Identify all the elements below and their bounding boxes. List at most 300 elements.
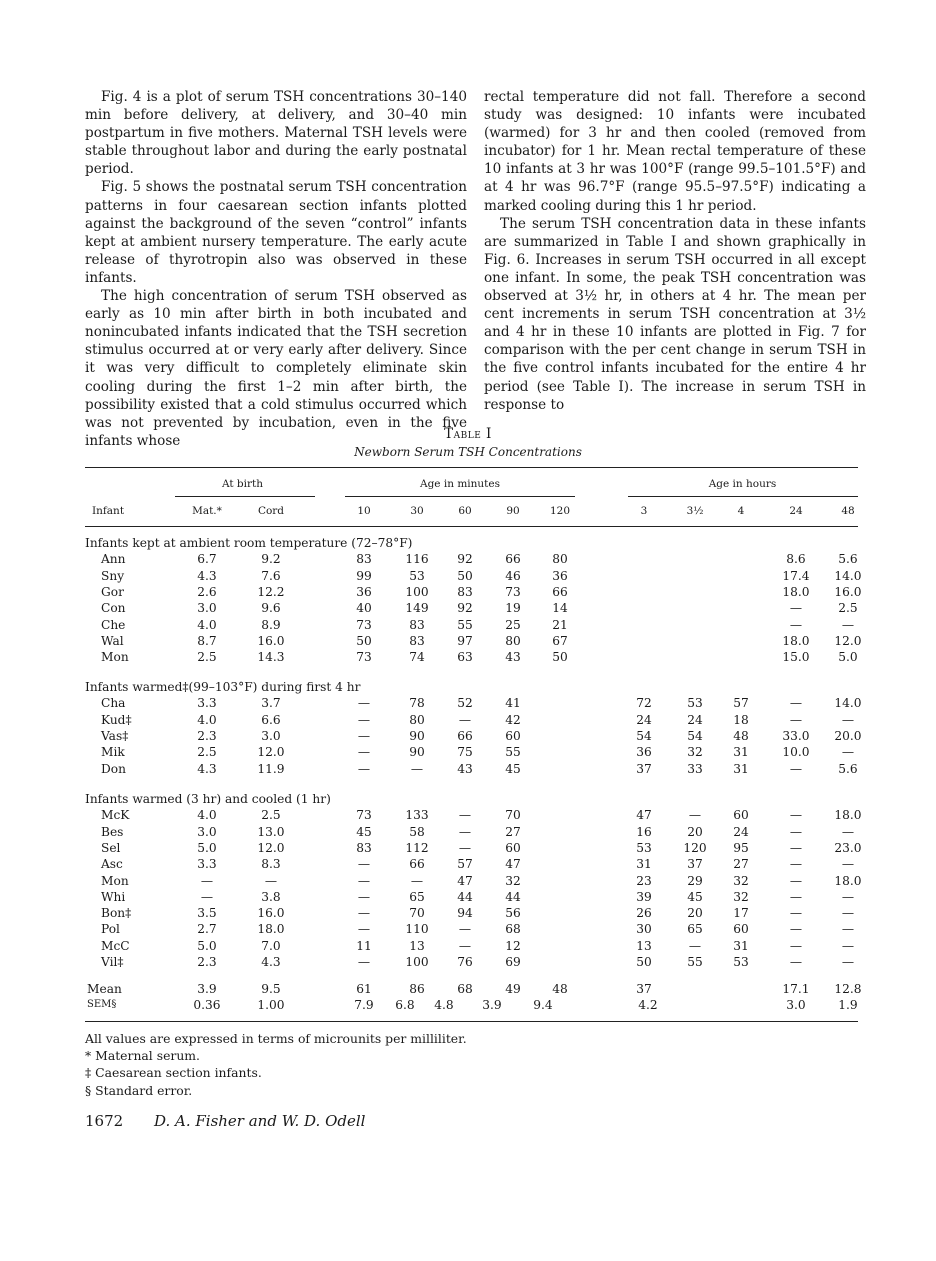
row-infant-name: Ann bbox=[101, 552, 126, 567]
table-cell: 60 bbox=[733, 922, 749, 937]
table-cell: — bbox=[357, 745, 371, 760]
summary-label: Mean bbox=[87, 982, 122, 996]
table-cell: — bbox=[841, 617, 855, 632]
table-cell: — bbox=[357, 873, 371, 888]
table-cell: 70 bbox=[409, 906, 425, 921]
table-cell: 4.3 bbox=[197, 761, 217, 776]
column-header: Infant bbox=[92, 505, 125, 517]
table-cell: 45 bbox=[356, 824, 372, 839]
table-cell: 116 bbox=[405, 552, 429, 567]
table-cell: — bbox=[841, 906, 855, 921]
table-cell: 17 bbox=[733, 906, 749, 921]
table-cell: 8.6 bbox=[786, 552, 806, 567]
table-cell: 5.0 bbox=[197, 840, 217, 855]
summary-cell: 12.8 bbox=[834, 982, 862, 996]
summary-cell: 3.9 bbox=[482, 998, 502, 1012]
table-cell: 5.0 bbox=[838, 650, 858, 665]
table-cell: — bbox=[789, 761, 803, 776]
table-cell: — bbox=[841, 938, 855, 953]
group-label: Infants warmed‡(99–103°F) during first 4 hr bbox=[85, 680, 361, 694]
column-header: 3½ bbox=[686, 505, 704, 517]
table-cell: 18.0 bbox=[257, 922, 285, 937]
table-cell: 27 bbox=[733, 857, 749, 872]
table-cell: 12.0 bbox=[257, 840, 285, 855]
table-cell: 18.0 bbox=[782, 633, 810, 648]
table-cell: 120 bbox=[683, 840, 707, 855]
table-cell: 29 bbox=[687, 873, 703, 888]
table-cell: 3.0 bbox=[197, 824, 217, 839]
table-cell: 39 bbox=[636, 889, 652, 904]
row-infant-name: Bes bbox=[101, 824, 124, 839]
summary-cell: 68 bbox=[457, 982, 473, 996]
column-header: 10 bbox=[357, 505, 371, 517]
table-cell: — bbox=[357, 712, 371, 727]
row-infant-name: Mon bbox=[101, 650, 129, 665]
row-infant-name: Mik bbox=[101, 745, 125, 760]
table-cell: 27 bbox=[505, 824, 521, 839]
summary-cell: 49 bbox=[505, 982, 521, 996]
table-cell: — bbox=[789, 617, 803, 632]
table-cell: — bbox=[357, 955, 371, 969]
table-cell: 7.6 bbox=[261, 568, 281, 583]
table-cell: 12.0 bbox=[834, 633, 862, 648]
table-cell: 55 bbox=[687, 955, 703, 969]
table-cell: 20 bbox=[687, 906, 703, 921]
table-cell: 36 bbox=[356, 584, 372, 599]
table-cell: 8.9 bbox=[261, 617, 281, 632]
table-cell: 31 bbox=[636, 857, 652, 872]
table-cell: 50 bbox=[552, 650, 568, 665]
table-cell: 2.5 bbox=[838, 601, 858, 616]
table-cell: 23.0 bbox=[834, 840, 862, 855]
table-cell: — bbox=[789, 889, 803, 904]
table-cell: 5.6 bbox=[838, 552, 858, 567]
table-cell: 33 bbox=[687, 761, 703, 776]
paragraph: The high concentration of serum TSH observed as early as 10 min after birth in both incubated and nonincubated infants indicated that the TSH secretion stimulus occurred at or very early after delivery. Since it was very difficult to completely eliminate skin cooling during the first 1–2 min after birth, the possibility existed that a cold stimulus occurred which was not prevented by incubation, even in the five infants whose bbox=[85, 288, 467, 449]
row-infant-name: Don bbox=[101, 761, 126, 776]
table-cell: 12 bbox=[505, 938, 521, 953]
table-cell: 9.2 bbox=[261, 552, 281, 567]
table-cell: 100 bbox=[405, 584, 429, 599]
table-cell: 31 bbox=[733, 938, 749, 953]
table-cell: 16.0 bbox=[257, 633, 285, 648]
footnote: All values are expressed in terms of microunits per milliliter. bbox=[85, 1031, 467, 1046]
table-cell: — bbox=[789, 840, 803, 855]
table-cell: — bbox=[410, 761, 424, 776]
table-cell: 83 bbox=[409, 633, 425, 648]
summary-cell: 3.9 bbox=[197, 982, 217, 996]
table-cell: 52 bbox=[457, 696, 473, 711]
table-cell: 13.0 bbox=[257, 824, 285, 839]
group-rule bbox=[628, 496, 858, 497]
column-header: 90 bbox=[506, 505, 520, 517]
table-cell: 83 bbox=[409, 617, 425, 632]
summary-cell: 6.8 bbox=[395, 998, 415, 1012]
table-cell: 31 bbox=[733, 761, 749, 776]
table-cell: 25 bbox=[505, 617, 521, 632]
summary-cell: 61 bbox=[356, 982, 372, 996]
table-cell: 3.3 bbox=[197, 696, 217, 711]
table-cell: 24 bbox=[733, 824, 749, 839]
table-cell: 4.0 bbox=[197, 617, 217, 632]
table-cell: 73 bbox=[356, 617, 372, 632]
table-cell: 83 bbox=[356, 552, 372, 567]
table-cell: 53 bbox=[409, 568, 425, 583]
table-cell: — bbox=[357, 696, 371, 711]
table-cell: 76 bbox=[457, 955, 473, 969]
row-infant-name: Vil‡ bbox=[101, 955, 124, 969]
table-cell: 90 bbox=[409, 745, 425, 760]
table-cell: 26 bbox=[636, 906, 652, 921]
table-cell: 66 bbox=[505, 552, 521, 567]
table-cell: 37 bbox=[687, 857, 703, 872]
summary-cell: 1.9 bbox=[838, 998, 858, 1012]
table-cell: — bbox=[789, 712, 803, 727]
row-infant-name: Gor bbox=[101, 584, 124, 599]
paragraph: rectal temperature did not fall. Therefore a second study was designed: 10 infants were incubated (warmed) for 3 hr and then cooled (removed from incubator) for 1 hr. Mean rectal temperature of these 10 infants at 3 hr was 100°F (range 99.5–101.5°F) and at 4 hr was 96.7°F (range 95.5–97.5°F) indicating a marked cooling during this 1 hr period. bbox=[484, 89, 866, 214]
table-cell: — bbox=[789, 696, 803, 711]
table-cell: 95 bbox=[733, 840, 749, 855]
summary-cell: 9.4 bbox=[533, 998, 553, 1012]
table-cell: 67 bbox=[552, 633, 568, 648]
author-line: D. A. Fisher and W. D. Odell bbox=[153, 1112, 366, 1130]
footnote: ‡ Caesarean section infants. bbox=[85, 1065, 262, 1081]
table-cell: 83 bbox=[457, 584, 473, 599]
table-cell: 32 bbox=[505, 873, 521, 888]
table-cell: 12.2 bbox=[257, 584, 285, 599]
table-cell: 57 bbox=[457, 857, 473, 872]
table-cell: 66 bbox=[552, 584, 568, 599]
table-cell: 36 bbox=[552, 568, 568, 583]
table-cell: 20.0 bbox=[834, 728, 862, 743]
table-cell: 5.0 bbox=[197, 938, 217, 953]
table-cell: 7.0 bbox=[261, 938, 281, 953]
table-cell: — bbox=[357, 906, 371, 921]
summary-cell: 4.2 bbox=[638, 998, 658, 1012]
table-cell: 13 bbox=[636, 938, 652, 953]
summary-cell: 0.36 bbox=[193, 998, 221, 1012]
table-cell: 92 bbox=[457, 552, 473, 567]
table-cell: 41 bbox=[505, 696, 521, 711]
row-infant-name: Kud‡ bbox=[101, 712, 132, 727]
table-cell: 8.7 bbox=[197, 633, 217, 648]
column-header: Cord bbox=[257, 505, 285, 517]
group-header: At birth bbox=[221, 478, 264, 490]
group-label: Infants kept at ambient room temperature (72–78°F) bbox=[85, 536, 413, 550]
table-cell: 2.3 bbox=[197, 955, 217, 969]
column-header: Mat.* bbox=[192, 505, 222, 517]
table-cell: 44 bbox=[457, 889, 473, 904]
table-cell: 55 bbox=[505, 745, 521, 760]
table-cell: — bbox=[357, 728, 371, 743]
table-cell: 45 bbox=[687, 889, 703, 904]
table-cell: 55 bbox=[457, 617, 473, 632]
table-cell: 20 bbox=[687, 824, 703, 839]
table-cell: 56 bbox=[505, 906, 521, 921]
table-cell: 30 bbox=[636, 922, 652, 937]
table-cell: 2.3 bbox=[197, 728, 217, 743]
table-cell: 97 bbox=[457, 633, 473, 648]
table-cell: 54 bbox=[687, 728, 703, 743]
table-cell: 60 bbox=[505, 728, 521, 743]
table-cell: 50 bbox=[356, 633, 372, 648]
table-cell: 53 bbox=[687, 696, 703, 711]
group-header: Age in minutes bbox=[420, 478, 500, 490]
table-cell: 69 bbox=[505, 955, 521, 969]
summary-cell: 17.1 bbox=[782, 982, 810, 996]
table-cell: 4.3 bbox=[261, 955, 281, 969]
table-cell: — bbox=[458, 712, 472, 727]
table-cell: 47 bbox=[457, 873, 473, 888]
table-cell: 66 bbox=[457, 728, 473, 743]
table-cell: 32 bbox=[733, 873, 749, 888]
table-cell: — bbox=[458, 808, 472, 823]
table-cell: — bbox=[841, 745, 855, 760]
row-infant-name: Vas‡ bbox=[101, 728, 129, 743]
table-cell: 53 bbox=[636, 840, 652, 855]
table-cell: 37 bbox=[636, 761, 652, 776]
table-cell: 3.0 bbox=[197, 601, 217, 616]
table-cell: 11 bbox=[356, 938, 372, 953]
table-cell: 78 bbox=[409, 696, 425, 711]
table-cell: 72 bbox=[636, 696, 652, 711]
table-cell: — bbox=[789, 938, 803, 953]
summary-cell: 1.00 bbox=[257, 998, 285, 1012]
table-cell: 45 bbox=[505, 761, 521, 776]
row-infant-name: McC bbox=[101, 938, 130, 953]
table-cell: 23 bbox=[636, 873, 652, 888]
header-rule bbox=[85, 526, 858, 527]
table-cell: 40 bbox=[356, 601, 372, 616]
table-cell: 18.0 bbox=[834, 873, 862, 888]
table-cell: — bbox=[789, 857, 803, 872]
table-footnotes bbox=[85, 1030, 467, 1099]
table-cell: — bbox=[841, 955, 855, 969]
table-cell: 57 bbox=[733, 696, 749, 711]
summary-cell: 9.5 bbox=[261, 982, 281, 996]
table-cell: 4.0 bbox=[197, 712, 217, 727]
group-rule bbox=[345, 496, 575, 497]
table-cell: 47 bbox=[505, 857, 521, 872]
table-cell: 60 bbox=[733, 808, 749, 823]
table-cell: 31 bbox=[733, 745, 749, 760]
table-cell: 75 bbox=[457, 745, 473, 760]
body-column-right bbox=[484, 88, 866, 414]
table-cell: 32 bbox=[687, 745, 703, 760]
table-cell: 110 bbox=[405, 922, 429, 937]
body-column-left bbox=[85, 88, 467, 450]
table-cell: 63 bbox=[457, 650, 473, 665]
table-cell: 100 bbox=[405, 955, 429, 969]
table-cell: 73 bbox=[505, 584, 521, 599]
table-cell: 50 bbox=[636, 955, 652, 969]
row-infant-name: Con bbox=[101, 601, 126, 616]
page-number: 1672 bbox=[85, 1112, 124, 1130]
row-infant-name: Sny bbox=[101, 568, 125, 583]
table-cell: — bbox=[357, 889, 371, 904]
table-cell: 6.7 bbox=[197, 552, 217, 567]
table-cell: 2.7 bbox=[197, 922, 217, 937]
table-cell: — bbox=[841, 712, 855, 727]
table-cell: 73 bbox=[356, 808, 372, 823]
table-cell: 14 bbox=[552, 601, 568, 616]
table-cell: — bbox=[357, 761, 371, 776]
table-cell: — bbox=[789, 955, 803, 969]
table-cell: — bbox=[841, 857, 855, 872]
group-label: Infants warmed (3 hr) and cooled (1 hr) bbox=[85, 792, 331, 806]
summary-cell: 37 bbox=[636, 982, 652, 996]
table-cell: 2.5 bbox=[197, 745, 217, 760]
table-bottom-rule bbox=[85, 1021, 858, 1022]
table-cell: 16.0 bbox=[257, 906, 285, 921]
row-infant-name: Che bbox=[101, 617, 126, 632]
paragraph: Fig. 5 shows the postnatal serum TSH concentration patterns in four caesarean section infants plotted against the background of the seven “control” infants kept at ambient nursery temperature. The early acute release of thyrotropin also was observed in these infants. bbox=[85, 179, 467, 286]
table-cell: — bbox=[357, 922, 371, 937]
table-cell: 19 bbox=[505, 601, 521, 616]
table-cell: — bbox=[841, 824, 855, 839]
table-cell: 33.0 bbox=[782, 728, 810, 743]
table-cell: 3.3 bbox=[197, 857, 217, 872]
summary-cell: 48 bbox=[552, 982, 568, 996]
table-cell: 46 bbox=[505, 568, 521, 583]
table-cell: 83 bbox=[356, 840, 372, 855]
table-top-rule bbox=[85, 467, 858, 468]
column-header: 48 bbox=[841, 505, 855, 517]
summary-label: SEM§ bbox=[87, 999, 117, 1010]
table-cell: — bbox=[841, 922, 855, 937]
group-header: Age in hours bbox=[708, 478, 777, 490]
table-cell: 90 bbox=[409, 728, 425, 743]
table-cell: 50 bbox=[457, 568, 473, 583]
table-cell: 9.6 bbox=[261, 601, 281, 616]
footnote: § Standard error. bbox=[85, 1082, 193, 1098]
table-cell: — bbox=[458, 938, 472, 953]
table-cell: 133 bbox=[405, 808, 429, 823]
row-infant-name: McK bbox=[101, 808, 130, 823]
page-footer bbox=[85, 1112, 365, 1130]
table-cell: 2.5 bbox=[261, 808, 281, 823]
table-cell: 3.0 bbox=[261, 728, 281, 743]
table-cell: 13 bbox=[409, 938, 425, 953]
table-cell: 58 bbox=[409, 824, 425, 839]
table-cell: 8.3 bbox=[261, 857, 281, 872]
table-cell: 43 bbox=[457, 761, 473, 776]
table-cell: 21 bbox=[552, 617, 568, 632]
table-cell: 112 bbox=[405, 840, 429, 855]
table-cell: 15.0 bbox=[782, 650, 810, 665]
table-cell: 11.9 bbox=[257, 761, 285, 776]
table-cell: — bbox=[688, 938, 702, 953]
table-cell: 80 bbox=[552, 552, 568, 567]
table-cell: — bbox=[789, 601, 803, 616]
paragraph: The serum TSH concentration data in these infants are summarized in Table I and shown graphically in Fig. 6. Increases in serum TSH occurred in all except one infant. In some, the peak TSH concentration was observed at 3½ hr, in others at 4 hr. The mean per cent increments in serum TSH concentration at 3½ and 4 hr in these 10 infants are plotted in Fig. 7 for comparison with the per cent change in serum TSH in the five control infants incubated for the entire 4 hr period (see Table I). The increase in serum TSH in response to bbox=[484, 215, 866, 413]
table-cell: 10.0 bbox=[782, 745, 810, 760]
row-infant-name: Cha bbox=[101, 696, 126, 711]
table-cell: 36 bbox=[636, 745, 652, 760]
summary-cell: 7.9 bbox=[354, 998, 374, 1012]
column-header: 120 bbox=[549, 505, 571, 517]
table-cell: 4.3 bbox=[197, 568, 217, 583]
table-cell: — bbox=[200, 873, 214, 888]
table-cell: 47 bbox=[636, 808, 652, 823]
row-infant-name: Pol bbox=[101, 922, 120, 937]
summary-cell: 3.0 bbox=[786, 998, 806, 1012]
table-cell: 16.0 bbox=[834, 584, 862, 599]
table-cell: 70 bbox=[505, 808, 521, 823]
paragraph: Fig. 4 is a plot of serum TSH concentrations 30–140 min before delivery, at delivery, and 30–40 min postpartum in five mothers. Maternal TSH levels were stable throughout labor and during the early postnatal period. bbox=[85, 89, 467, 178]
table-cell: 14.3 bbox=[257, 650, 285, 665]
table-cell: 5.6 bbox=[838, 761, 858, 776]
table-cell: — bbox=[841, 889, 855, 904]
table-title: Table I bbox=[444, 426, 492, 442]
table-cell: — bbox=[789, 808, 803, 823]
column-header: 24 bbox=[789, 505, 803, 517]
table-cell: — bbox=[458, 840, 472, 855]
table-cell: — bbox=[789, 824, 803, 839]
column-header: 60 bbox=[458, 505, 472, 517]
column-header: 3 bbox=[640, 505, 648, 517]
table-cell: 32 bbox=[733, 889, 749, 904]
table-cell: 17.4 bbox=[782, 568, 810, 583]
row-infant-name: Whi bbox=[101, 889, 126, 904]
row-infant-name: Wal bbox=[101, 633, 124, 648]
table-cell: 12.0 bbox=[257, 745, 285, 760]
table-cell: 68 bbox=[505, 922, 521, 937]
table-cell: — bbox=[200, 889, 214, 904]
table-cell: 80 bbox=[505, 633, 521, 648]
column-header: 4 bbox=[737, 505, 745, 517]
table-cell: 4.0 bbox=[197, 808, 217, 823]
table-cell: 54 bbox=[636, 728, 652, 743]
table-cell: — bbox=[789, 873, 803, 888]
summary-cell: 86 bbox=[409, 982, 425, 996]
table-cell: 3.7 bbox=[261, 696, 281, 711]
table-cell: — bbox=[688, 808, 702, 823]
table-cell: 94 bbox=[457, 906, 473, 921]
table-cell: 66 bbox=[409, 857, 425, 872]
table-cell: — bbox=[789, 922, 803, 937]
table-cell: 2.5 bbox=[197, 650, 217, 665]
table-subtitle: Newborn Serum TSH Concentrations bbox=[354, 445, 582, 459]
table-cell: 3.8 bbox=[261, 889, 281, 904]
table-cell: 42 bbox=[505, 712, 521, 727]
table-cell: 60 bbox=[505, 840, 521, 855]
table-cell: 92 bbox=[457, 601, 473, 616]
table-cell: 99 bbox=[356, 568, 372, 583]
summary-cell: 4.8 bbox=[434, 998, 454, 1012]
table-cell: — bbox=[789, 906, 803, 921]
table-cell: 65 bbox=[409, 889, 425, 904]
table-cell: 3.5 bbox=[197, 906, 217, 921]
table-cell: — bbox=[458, 922, 472, 937]
table-cell: — bbox=[264, 873, 278, 888]
table-cell: 80 bbox=[409, 712, 425, 727]
table-cell: 16 bbox=[636, 824, 652, 839]
table-cell: 65 bbox=[687, 922, 703, 937]
table-cell: 14.0 bbox=[834, 568, 862, 583]
column-header: 30 bbox=[410, 505, 424, 517]
table-cell: 74 bbox=[409, 650, 425, 665]
table-cell: 24 bbox=[687, 712, 703, 727]
table-cell: 43 bbox=[505, 650, 521, 665]
table-cell: — bbox=[458, 824, 472, 839]
table-cell: 18.0 bbox=[834, 808, 862, 823]
table-cell: — bbox=[410, 873, 424, 888]
table-cell: 73 bbox=[356, 650, 372, 665]
row-infant-name: Bon‡ bbox=[101, 906, 132, 921]
table-cell: 2.6 bbox=[197, 584, 217, 599]
table-cell: 149 bbox=[405, 601, 429, 616]
